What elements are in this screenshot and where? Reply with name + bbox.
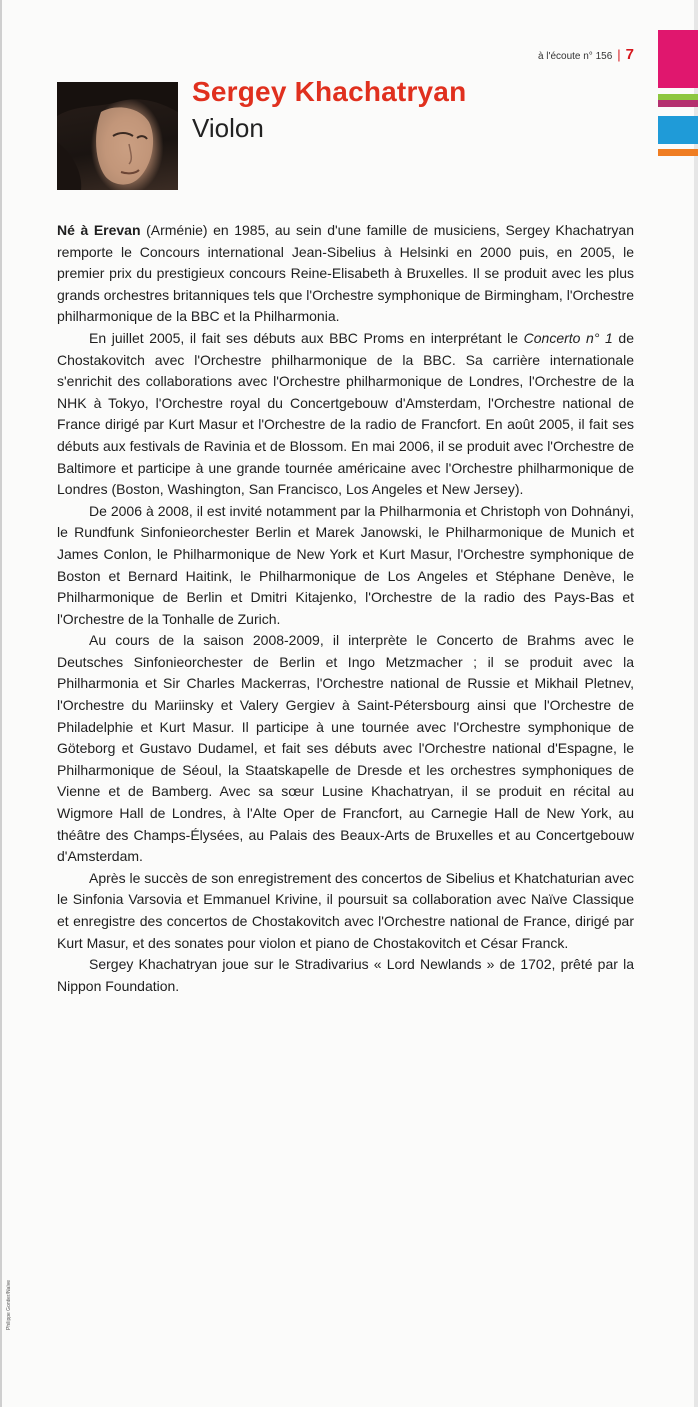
photo-credit: Philippe Gontier/Naïve	[6, 1279, 12, 1330]
bio-paragraph-3: De 2006 à 2008, il est invité notamment par la Philharmonia et Christoph von Dohnányi, le Rundfunk Sinfonieorchester Berlin et Marek Janowski, le Philharmonique de Munich et James Conlon, le Philharmonique de New York et Kurt Masur, l'Orchestre symphonique de Boston et Bernard Haitink, le Philharmonique de Los Angeles et Stéphane Denève, le Philharmonique de Berlin et Dmitri Kitajenko, l'Orchestre de la radio des Pays-Bas et l'Orchestre de la Tonhalle de Zurich.	[57, 502, 634, 627]
work-title: Concerto n° 1	[523, 329, 613, 346]
folio	[538, 46, 634, 63]
blue-tab	[658, 116, 698, 144]
bio-paragraph-2-text-a: En juillet 2005, il fait ses débuts aux BBC Proms en interprétant le	[89, 329, 524, 346]
bio-paragraph-5: Après le succès de son enregistrement des concertos de Sibelius et Khatchaturian avec le Sinfonia Varsovia et Emmanuel Krivine, il poursuit sa collaboration avec Naïve Classique et enregistre des concertos de Chostakovitch avec l'Orchestre national de France, dirigé par Kurt Masur, et des sonates pour violon et piano de Chostakovitch et César Franck.	[57, 869, 634, 951]
artist-name: Sergey Khachatryan	[192, 76, 467, 107]
page-edge-right	[694, 0, 698, 1407]
page-number: 7	[625, 46, 634, 63]
bio-paragraph-2	[57, 328, 634, 501]
magazine-issue: à l'écoute n° 156	[537, 51, 613, 62]
page-edge	[0, 0, 2, 1407]
bio-paragraph-1-text: (Arménie) en 1985, au sein d'une famille de musiciens, Sergey Khachatryan remporte le Concours international Jean-Sibelius à Helsinki en 2000 puis, en 2005, le premier prix du prestigieux concours Reine-Elisabeth à Bruxelles. Il se produit avec les plus grands orchestres britanniques tels que l'Orchestre symphonique de Birmingham, l'Orchestre philharmonique de la BBC et la Philharmonia.	[57, 222, 634, 325]
artist-instrument: Violon	[192, 113, 264, 143]
purple-tab	[658, 100, 698, 107]
orange-tab	[658, 149, 698, 156]
folio-separator: |	[617, 47, 621, 62]
magenta-tab	[658, 30, 698, 88]
bio-paragraph-1	[57, 220, 634, 328]
bio-paragraph-4: Au cours de la saison 2008-2009, il interprète le Concerto de Brahms avec le Deutsches Sinfonieorchester de Berlin et Ingo Metzmacher ; il se produit avec la Philharmonia et Sir Charles Mackerras, l'Orchestre national de Russie et Mikhail Pletnev, l'Orchestre du Mariinsky et Valery Gergiev à Saint-Pétersbourg ainsi que l'Orchestre de Philadelphie et Kurt Masur. Il participe à une tournée avec l'Orchestre symphonique de Göteborg et Gustavo Dudamel, et fait ses débuts avec l'Orchestre national d'Espagne, le Philharmonique de Séoul, la Staatskapelle de Dresde et les orchestres symphoniques de Vienne et de Bamberg. Avec sa sœur Lusine Khachatryan, il se produit en récital au Wigmore Hall de Londres, à l'Alte Oper de Francfort, au Carnegie Hall de New York, au théâtre des Champs-Élysées, au Palais des Beaux-Arts de Bruxelles et au Concertgebouw d'Amsterdam.	[57, 632, 634, 865]
bio-paragraph-6: Sergey Khachatryan joue sur le Stradivarius « Lord Newlands » de 1702, prêté par la Nippon Foundation.	[57, 956, 634, 994]
bio-lead: Né à Erevan	[57, 222, 141, 238]
artist-portrait	[57, 82, 178, 190]
bio-paragraph-2-text-b: de Chostakovitch avec l'Orchestre philharmonique de la BBC. Sa carrière internationale s'enrichit des collaborations avec l'Orchestre philharmonique de Londres, l'Orchestre de la NHK à Tokyo, l'Orchestre royal du Concertgebouw d'Amsterdam, l'Orchestre national de France dirigé par Kurt Masur et l'Orchestre de la radio de Francfort. En août 2005, il fait ses débuts aux festivals de Ravinia et de Blossom. En mai 2006, il se produit avec l'Orchestre de Baltimore et participe à une grande tournée américaine avec l'Orchestre philharmonique de Londres (Boston, Washington, San Francisco, Los Angeles et New Jersey).	[57, 329, 634, 498]
biography	[57, 220, 634, 997]
